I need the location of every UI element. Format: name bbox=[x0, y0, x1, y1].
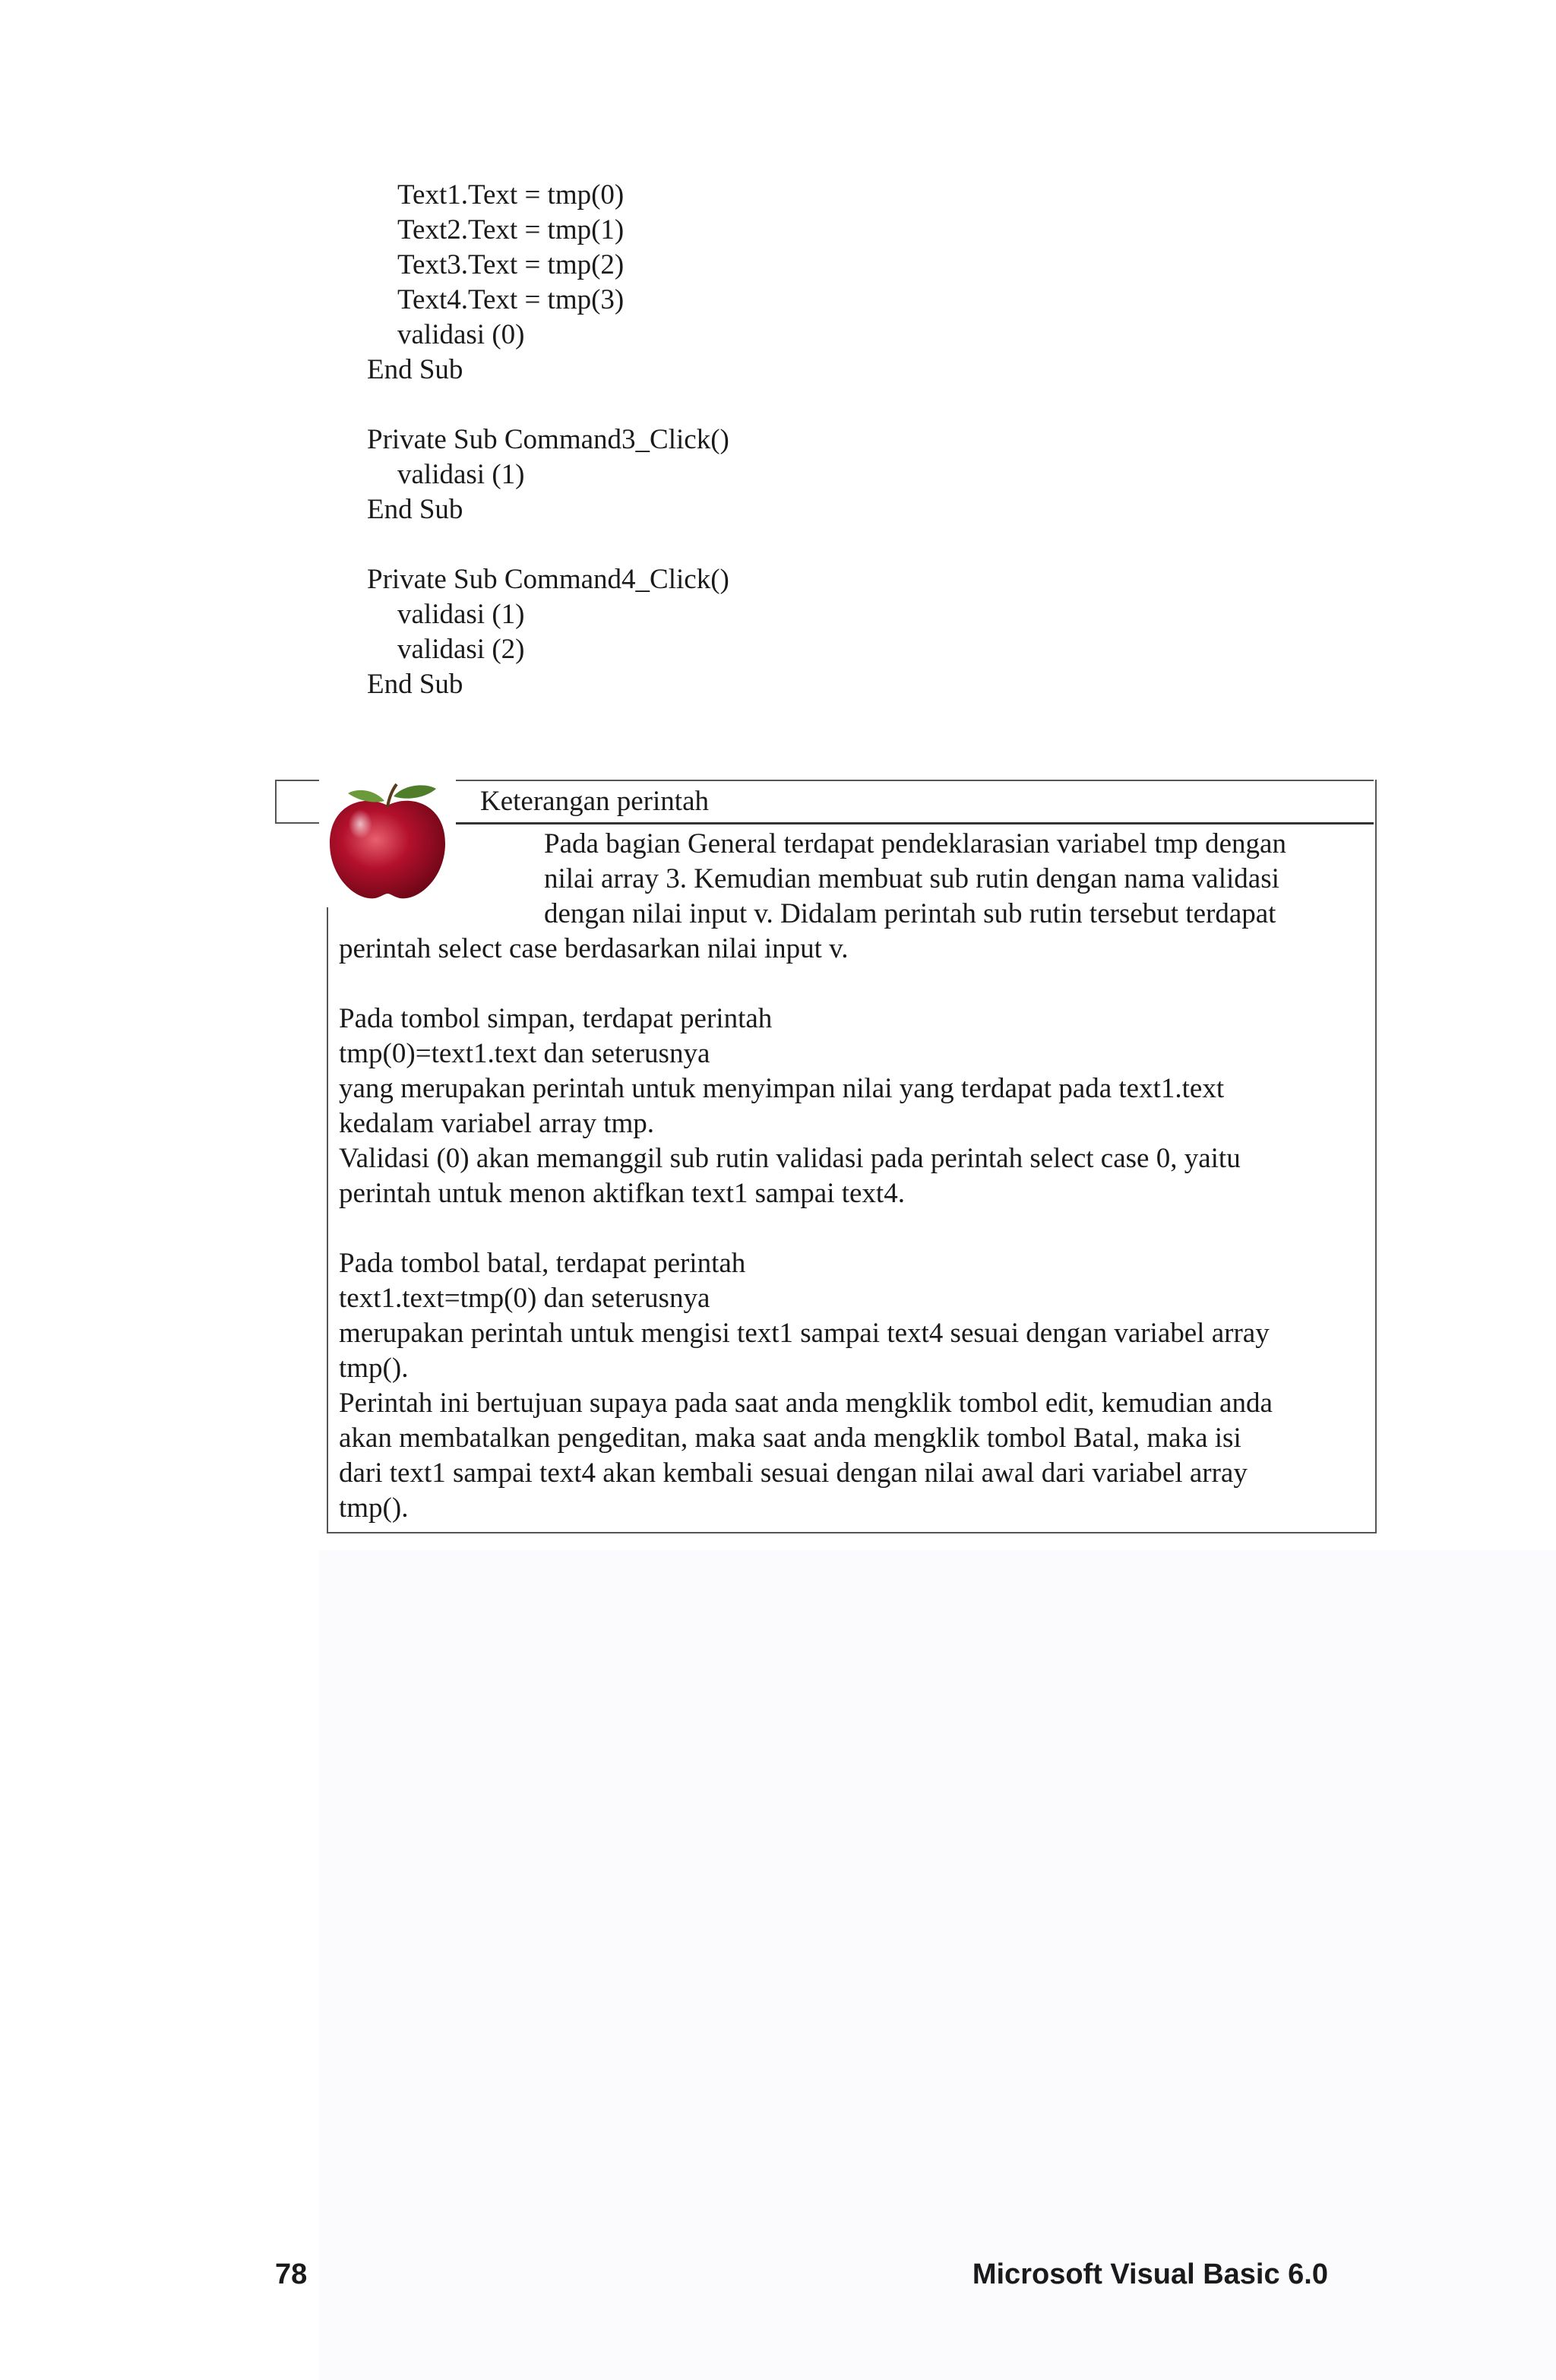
code-line: validasi (2) bbox=[397, 634, 525, 665]
code-line: validasi (1) bbox=[397, 459, 525, 490]
note-corner-tab bbox=[275, 780, 322, 824]
note-line: Pada tombol batal, terdapat perintah bbox=[339, 1248, 746, 1279]
note-line: perintah untuk menon aktifkan text1 sampai text4. bbox=[339, 1178, 905, 1209]
note-line: Pada bagian General terdapat pendeklarasian variabel tmp dengan bbox=[544, 828, 1286, 859]
code-line: Text4.Text = tmp(3) bbox=[397, 284, 625, 315]
code-line: validasi (1) bbox=[397, 599, 525, 630]
code-line: End Sub bbox=[367, 354, 463, 385]
page-number: 78 bbox=[275, 2258, 308, 2290]
code-line: validasi (0) bbox=[397, 319, 525, 350]
note-line: merupakan perintah untuk mengisi text1 sampai text4 sesuai dengan variabel array bbox=[339, 1318, 1270, 1349]
note-line: kedalam variabel array tmp. bbox=[339, 1108, 655, 1139]
note-top-border bbox=[456, 780, 1374, 781]
book-title: Microsoft Visual Basic 6.0 bbox=[972, 2258, 1328, 2290]
code-line: Text1.Text = tmp(0) bbox=[397, 179, 625, 210]
note-line: akan membatalkan pengeditan, maka saat anda mengklik tombol Batal, maka isi bbox=[339, 1423, 1241, 1454]
note-line: perintah select case berdasarkan nilai input v. bbox=[339, 933, 849, 964]
note-line: nilai array 3. Kemudian membuat sub rutin dengan nama validasi bbox=[544, 863, 1279, 894]
note-line: dari text1 sampai text4 akan kembali sesuai dengan nilai awal dari variabel array bbox=[339, 1457, 1248, 1489]
note-line: dengan nilai input v. Didalam perintah sub rutin tersebut terdapat bbox=[544, 898, 1276, 929]
code-line: Private Sub Command3_Click() bbox=[367, 424, 729, 455]
note-line: tmp(0)=text1.text dan seterusnya bbox=[339, 1038, 710, 1069]
code-line: Text2.Text = tmp(1) bbox=[397, 214, 625, 245]
page-background-shade bbox=[319, 1550, 1556, 2380]
code-line: End Sub bbox=[367, 669, 463, 700]
note-header-divider bbox=[456, 822, 1374, 824]
note-line: tmp(). bbox=[339, 1353, 409, 1384]
note-title: Keterangan perintah bbox=[480, 786, 709, 817]
note-line: tmp(). bbox=[339, 1492, 409, 1524]
note-line: yang merupakan perintah untuk menyimpan nilai yang terdapat pada text1.text bbox=[339, 1073, 1225, 1104]
code-line: End Sub bbox=[367, 494, 463, 525]
note-line: Pada tombol simpan, terdapat perintah bbox=[339, 1003, 773, 1034]
apple-icon bbox=[319, 771, 456, 907]
code-line: Text3.Text = tmp(2) bbox=[397, 249, 625, 280]
code-line: Private Sub Command4_Click() bbox=[367, 564, 729, 595]
note-line: Perintah ini bertujuan supaya pada saat anda mengklik tombol edit, kemudian anda bbox=[339, 1388, 1273, 1419]
note-line: Validasi (0) akan memanggil sub rutin validasi pada perintah select case 0, yaitu bbox=[339, 1143, 1241, 1174]
note-line: text1.text=tmp(0) dan seterusnya bbox=[339, 1283, 710, 1314]
